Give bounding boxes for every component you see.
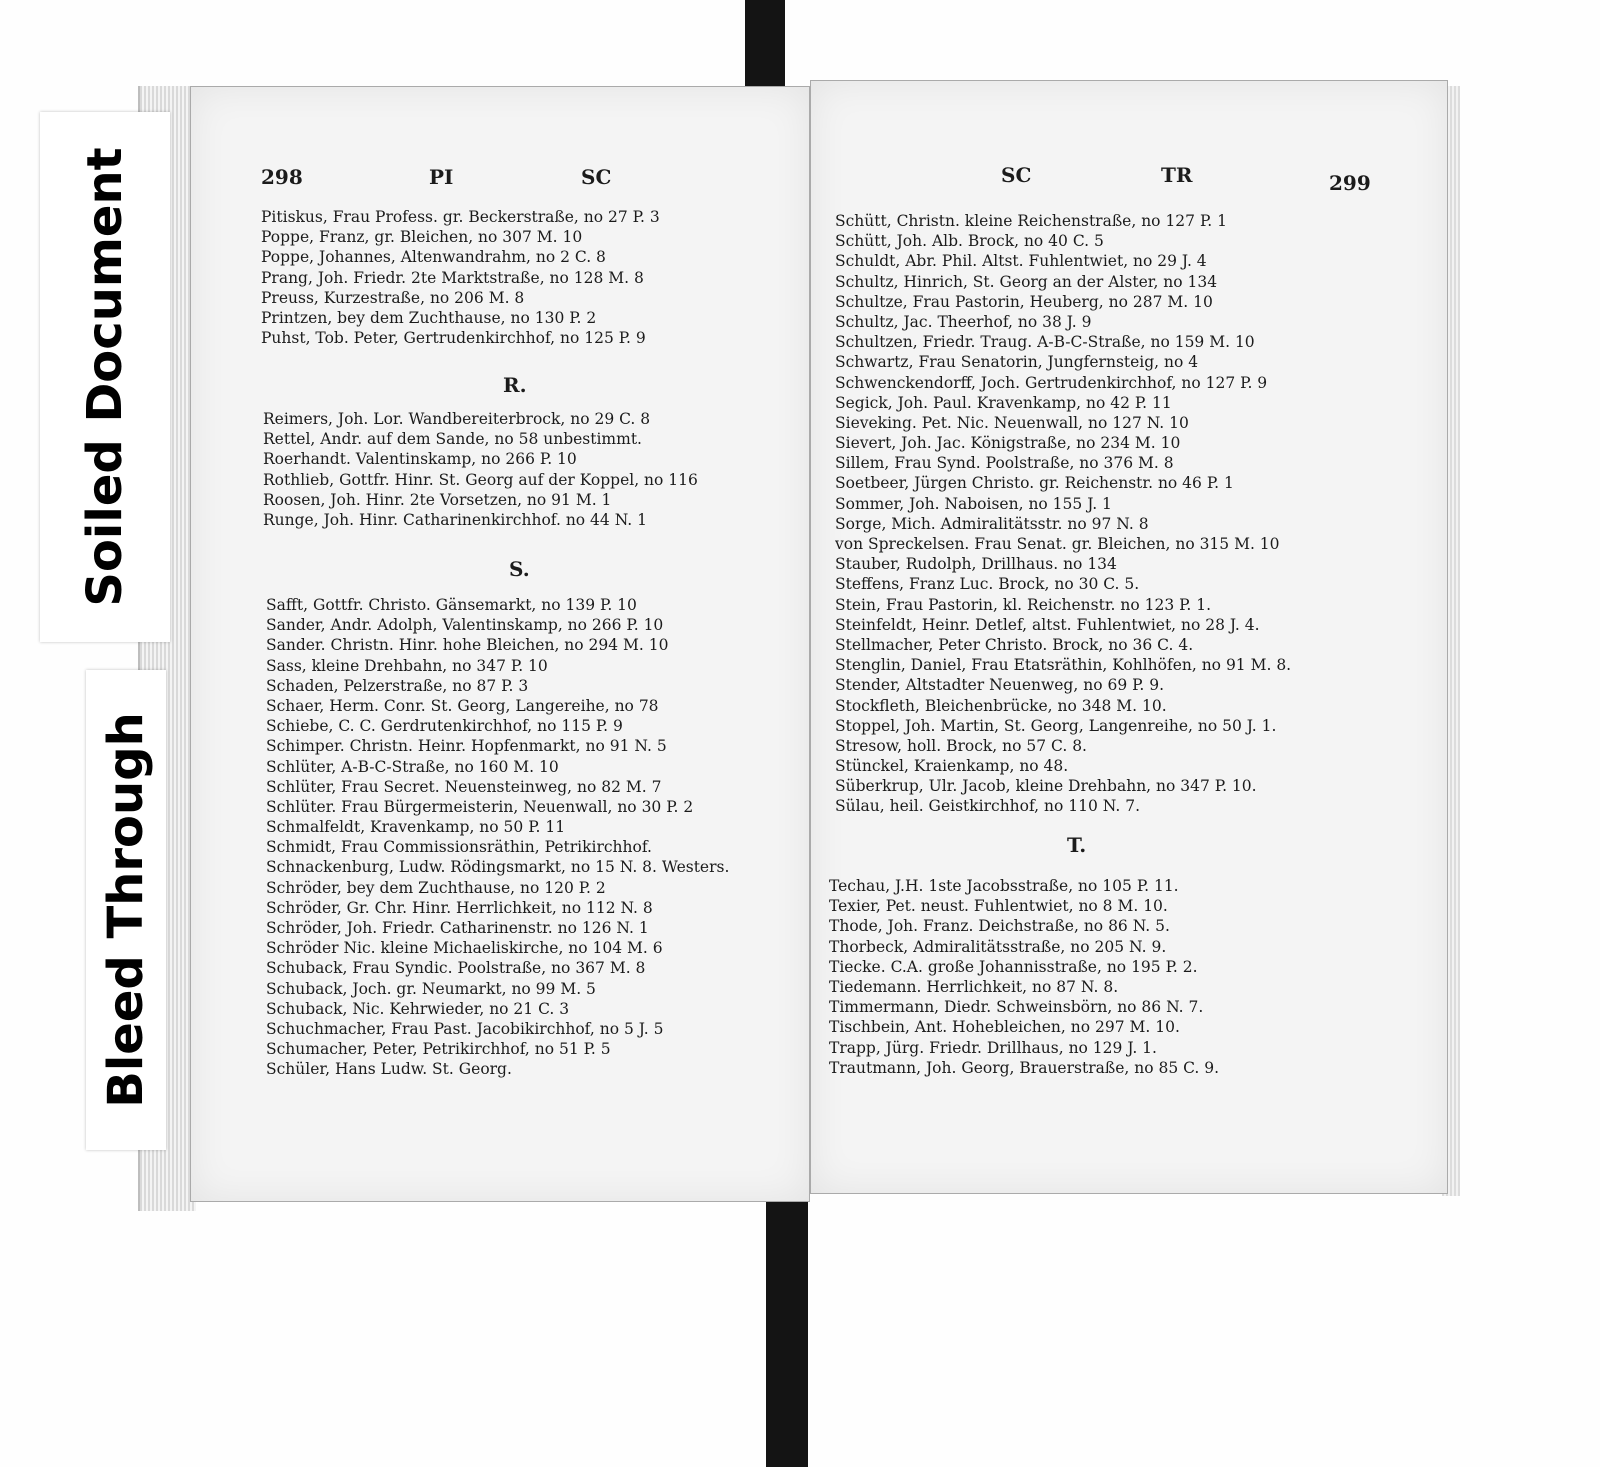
directory-entry: Stoppel, Joh. Martin, St. Georg, Langenreihe, no 50 J. 1. <box>835 716 1277 735</box>
directory-entry: Thorbeck, Admiralitätsstraße, no 205 N. 9. <box>829 937 1167 956</box>
directory-entry: Stockfleth, Bleichenbrücke, no 348 M. 10. <box>835 696 1167 715</box>
directory-entry: Schröder, Gr. Chr. Hinr. Herrlichkeit, no 112 N. 8 <box>266 898 653 917</box>
right-entries-s <box>835 211 1291 817</box>
directory-entry: Schultz, Hinrich, St. Georg an der Alster, no 134 <box>835 272 1218 291</box>
directory-entry: Schwenckendorff, Joch. Gertrudenkirchhof, no 127 P. 9 <box>835 373 1268 392</box>
directory-entry: Schaden, Pelzerstraße, no 87 P. 3 <box>266 676 529 695</box>
directory-entry: Sander, Andr. Adolph, Valentinskamp, no 266 P. 10 <box>266 616 664 635</box>
directory-entry: Schultz, Jac. Theerhof, no 38 J. 9 <box>835 312 1092 331</box>
right-header-letters-start: SC <box>1001 163 1032 187</box>
left-entries-s <box>266 595 729 1080</box>
left-page <box>190 86 810 1202</box>
directory-entry: Schmalfeldt, Kravenkamp, no 50 P. 11 <box>266 818 566 837</box>
directory-entry: Schiebe, C. C. Gerdrutenkirchhof, no 115 P. 9 <box>266 717 623 736</box>
directory-entry: Schütt, Joh. Alb. Brock, no 40 C. 5 <box>835 232 1104 251</box>
directory-entry: Rothlieb, Gottfr. Hinr. St. Georg auf der Koppel, no 116 <box>263 470 698 489</box>
label-bleed-through-text: Bleed Through <box>98 712 154 1108</box>
directory-entry: Timmermann, Diedr. Schweinsbörn, no 86 N. 7. <box>829 998 1204 1017</box>
directory-entry: Reimers, Joh. Lor. Wandbereiterbrock, no 29 C. 8 <box>263 410 651 428</box>
directory-entry: Rettel, Andr. auf dem Sande, no 58 unbestimmt. <box>263 430 642 449</box>
directory-entry: Schwartz, Frau Senatorin, Jungfernsteig, no 4 <box>835 353 1199 372</box>
right-entries-t <box>829 876 1219 1078</box>
directory-entry: Sorge, Mich. Admiralitätsstr. no 97 N. 8 <box>835 514 1149 533</box>
directory-entry: Puhst, Tob. Peter, Gertrudenkirchhof, no 125 P. 9 <box>261 329 646 348</box>
directory-entry: Schultzen, Friedr. Traug. A-B-C-Straße, no 159 M. 10 <box>835 333 1255 352</box>
directory-entry: Trapp, Jürg. Friedr. Drillhaus, no 129 J. 1. <box>829 1038 1157 1057</box>
left-header-letters-start: PI <box>429 165 454 189</box>
directory-entry: Soetbeer, Jürgen Christo. gr. Reichenstr. no 46 P. 1 <box>835 474 1234 493</box>
directory-entry: Prang, Joh. Friedr. 2te Marktstraße, no 128 M. 8 <box>261 268 644 287</box>
directory-entry: Preuss, Kurzestraße, no 206 M. 8 <box>261 288 525 307</box>
directory-entry: Sander. Christn. Hinr. hohe Bleichen, no 294 M. 10 <box>266 636 669 655</box>
directory-entry: Steffens, Franz Luc. Brock, no 30 C. 5. <box>835 575 1140 594</box>
directory-entry: Schröder, Joh. Friedr. Catharinenstr. no 126 N. 1 <box>266 919 649 937</box>
left-entries-r <box>263 409 698 530</box>
directory-entry: Schultze, Frau Pastorin, Heuberg, no 287 M. 10 <box>835 292 1213 311</box>
directory-entry: Roosen, Joh. Hinr. 2te Vorsetzen, no 91 M. 1 <box>263 490 612 509</box>
directory-entry: Schuldt, Abr. Phil. Altst. Fuhlentwiet, no 29 J. 4 <box>835 252 1207 271</box>
section-letter-s: S. <box>509 557 530 581</box>
directory-entry: Thode, Joh. Franz. Deichstraße, no 86 N. 5. <box>829 917 1170 936</box>
directory-entry: Schnackenburg, Ludw. Rödingsmarkt, no 15 N. 8. Westers. <box>266 858 730 877</box>
directory-entry: Schröder, bey dem Zuchthause, no 120 P. 2 <box>266 878 606 897</box>
directory-entry: Süberkrup, Ulr. Jacob, kleine Drehbahn, no 347 P. 10. <box>835 777 1257 796</box>
label-bleed-through <box>86 670 166 1150</box>
right-page-header <box>811 163 1447 193</box>
right-header-letters-end: TR <box>1161 163 1193 187</box>
directory-entry: Segick, Joh. Paul. Kravenkamp, no 42 P. 11 <box>835 393 1172 412</box>
directory-entry: Stenglin, Daniel, Frau Etatsräthin, Kohlhöfen, no 91 M. 8. <box>835 656 1292 675</box>
directory-entry: Tiecke. C.A. große Johannisstraße, no 195 P. 2. <box>829 957 1198 976</box>
directory-entry: Stresow, holl. Brock, no 57 C. 8. <box>835 736 1087 755</box>
directory-entry: Schüler, Hans Ludw. St. Georg. <box>266 1060 512 1079</box>
directory-entry: Tiedemann. Herrlichkeit, no 87 N. 8. <box>829 977 1119 996</box>
directory-entry: Schuchmacher, Frau Past. Jacobikirchhof, no 5 J. 5 <box>266 1019 664 1038</box>
left-page-number: 298 <box>261 165 303 189</box>
gutter-tape-bottom <box>766 1180 808 1467</box>
directory-entry: Sommer, Joh. Naboisen, no 155 J. 1 <box>835 494 1112 513</box>
directory-entry: Schuback, Frau Syndic. Poolstraße, no 367 M. 8 <box>266 959 646 978</box>
directory-entry: Stender, Altstadter Neuenweg, no 69 P. 9. <box>835 676 1165 695</box>
directory-entry: Schuback, Nic. Kehrwieder, no 21 C. 3 <box>266 999 570 1018</box>
directory-entry: Trautmann, Joh. Georg, Brauerstraße, no 85 C. 9. <box>829 1058 1220 1077</box>
directory-entry: Stein, Frau Pastorin, kl. Reichenstr. no 123 P. 1. <box>835 595 1212 614</box>
directory-entry: Stünckel, Kraienkamp, no 48. <box>835 757 1069 776</box>
right-page <box>810 80 1448 1194</box>
directory-entry: Schlüter. Frau Bürgermeisterin, Neuenwall, no 30 P. 2 <box>266 797 694 816</box>
directory-entry: Stellmacher, Peter Christo. Brock, no 36 C. 4. <box>835 635 1194 654</box>
directory-entry: Runge, Joh. Hinr. Catharinenkirchhof. no 44 N. 1 <box>263 510 647 529</box>
directory-entry: Texier, Pet. neust. Fuhlentwiet, no 8 M. 10. <box>829 897 1168 916</box>
directory-entry: Steinfeldt, Heinr. Detlef, altst. Fuhlentwiet, no 28 J. 4. <box>835 615 1260 634</box>
directory-entry: Sieveking. Pet. Nic. Neuenwall, no 127 N. 10 <box>835 413 1189 432</box>
directory-entry: Sass, kleine Drehbahn, no 347 P. 10 <box>266 656 548 675</box>
label-soiled-document <box>40 112 170 642</box>
directory-entry: Roerhandt. Valentinskamp, no 266 P. 10 <box>263 450 577 469</box>
directory-entry: Schaer, Herm. Conr. St. Georg, Langereihe, no 78 <box>266 696 659 715</box>
section-letter-t: T. <box>1067 833 1087 857</box>
directory-entry: Tischbein, Ant. Hohebleichen, no 297 M. 10. <box>829 1018 1180 1037</box>
directory-entry: Schuback, Joch. gr. Neumarkt, no 99 M. 5 <box>266 979 596 998</box>
left-page-header <box>191 165 809 195</box>
directory-entry: Schumacher, Peter, Petrikirchhof, no 51 P. 5 <box>266 1040 611 1059</box>
directory-entry: Schröder Nic. kleine Michaeliskirche, no 104 M. 6 <box>266 939 663 958</box>
directory-entry: Sülau, heil. Geistkirchhof, no 110 N. 7. <box>835 797 1140 816</box>
directory-entry: Pitiskus, Frau Profess. gr. Beckerstraße, no 27 P. 3 <box>261 208 660 226</box>
directory-entry: Safft, Gottfr. Christo. Gänsemarkt, no 139 P. 10 <box>266 596 637 614</box>
right-page-number: 299 <box>1329 171 1371 195</box>
directory-entry: Schmidt, Frau Commissionsräthin, Petrikirchhof. <box>266 838 652 857</box>
directory-entry: Schlüter, Frau Secret. Neuensteinweg, no 82 M. 7 <box>266 777 662 796</box>
label-soiled-document-text: Soiled Document <box>77 147 133 607</box>
directory-entry: Techau, J.H. 1ste Jacobsstraße, no 105 P. 11. <box>829 877 1179 895</box>
directory-entry: Schimper. Christn. Heinr. Hopfenmarkt, no 91 N. 5 <box>266 737 667 756</box>
directory-entry: Sievert, Joh. Jac. Königstraße, no 234 M. 10 <box>835 434 1181 453</box>
directory-entry: Poppe, Johannes, Altenwandrahm, no 2 C. 8 <box>261 248 606 267</box>
directory-entry: von Spreckelsen. Frau Senat. gr. Bleichen, no 315 M. 10 <box>835 535 1280 553</box>
directory-entry: Printzen, bey dem Zuchthause, no 130 P. 2 <box>261 308 597 327</box>
left-entries-p <box>261 207 660 348</box>
directory-entry: Sillem, Frau Synd. Poolstraße, no 376 M. 8 <box>835 454 1174 473</box>
directory-entry: Stauber, Rudolph, Drillhaus. no 134 <box>835 555 1117 574</box>
directory-entry: Poppe, Franz, gr. Bleichen, no 307 M. 10 <box>261 228 583 247</box>
gutter-tape-top <box>745 0 785 88</box>
directory-entry: Schütt, Christn. kleine Reichenstraße, no 127 P. 1 <box>835 212 1227 230</box>
section-letter-r: R. <box>503 373 527 397</box>
directory-entry: Schlüter, A-B-C-Straße, no 160 M. 10 <box>266 757 559 776</box>
left-header-letters-end: SC <box>581 165 612 189</box>
